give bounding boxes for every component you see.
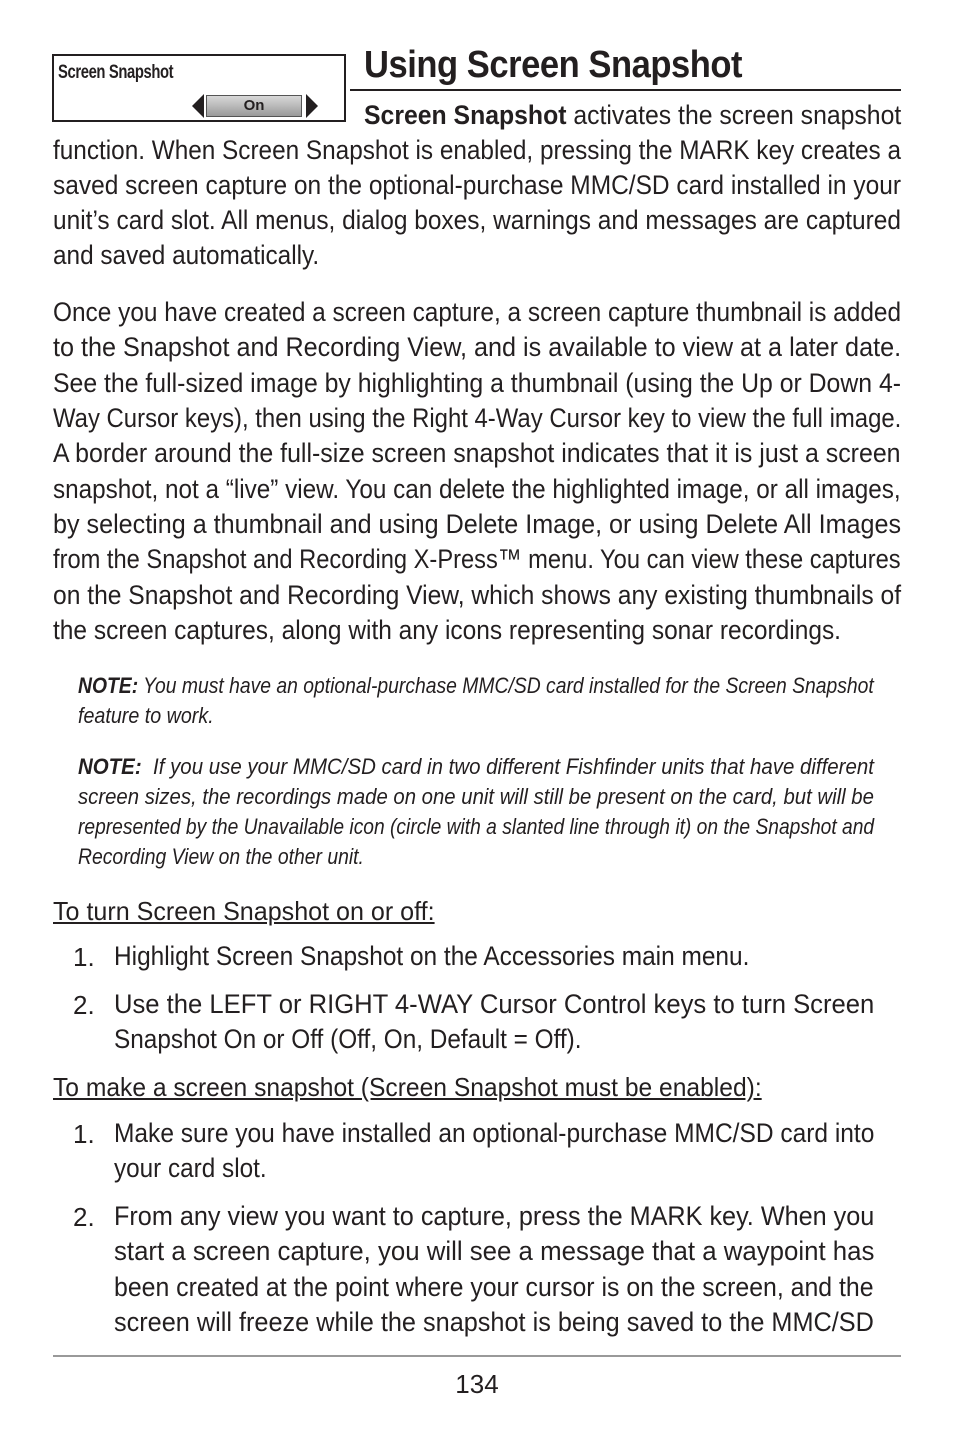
- intro-line: function. When Screen Snapshot is enabled, pressing the MARK key creates a: [53, 135, 902, 165]
- body-line: to the Snapshot and Recording View, and is available to view at a later date.: [53, 332, 902, 362]
- step-number: 1.: [73, 942, 95, 972]
- page-title: Using Screen Snapshot: [364, 44, 743, 86]
- step-text: From any view you want to capture, press the MARK key. When you: [114, 1201, 875, 1231]
- body-line: on the Snapshot and Recording View, which shows any existing thumbnails of: [53, 580, 902, 610]
- step-number: 2.: [73, 1202, 95, 1232]
- step-text: been created at the point where your cursor is on the screen, and the: [114, 1272, 874, 1302]
- note-line: [78, 753, 874, 781]
- step-number: 2.: [73, 990, 95, 1020]
- body-line: the screen captures, along with any icons representing sonar recordings.: [53, 615, 841, 645]
- page-number: 134: [455, 1369, 499, 1399]
- step-number: 1.: [73, 1119, 95, 1149]
- intro-bold-lead: Screen Snapshot: [364, 100, 567, 130]
- intro-line: saved screen capture on the optional-purchase MMC/SD card installed in your: [53, 170, 901, 200]
- note-line: [78, 672, 874, 700]
- body-line: See the full-sized image by highlighting a thumbnail (using the Up or Down 4-: [53, 368, 902, 398]
- body-line: Once you have created a screen capture, a screen capture thumbnail is added: [53, 297, 902, 327]
- intro-first-line: [364, 98, 901, 133]
- step-text: start a screen capture, you will see a message that a waypoint has: [114, 1236, 875, 1266]
- body-line: A border around the full-size screen snapshot indicates that it is just a screen: [53, 438, 901, 468]
- note-text: You must have an optional-purchase MMC/SD card installed for the Screen Snapshot: [143, 673, 874, 698]
- section-heading: To make a screen snapshot (Screen Snapshot must be enabled):: [53, 1072, 762, 1102]
- note-line: Recording View on the other unit.: [78, 844, 364, 869]
- body-line: snapshot, not a “live” view. You can delete the highlighted image, or all images,: [53, 474, 901, 504]
- step-text: screen will freeze while the snapshot is being saved to the MMC/SD: [114, 1307, 874, 1337]
- step-text: Snapshot On or Off (Off, On, Default = Off).: [114, 1024, 582, 1054]
- intro-line: activates the screen snapshot: [573, 100, 902, 130]
- intro-line: unit’s card slot. All menus, dialog boxes, warnings and messages are captured: [53, 205, 902, 235]
- note-line: feature to work.: [78, 703, 214, 728]
- title-divider: [350, 89, 901, 91]
- body-line: Way Cursor keys), then using the Right 4-Way Cursor key to view the full image.: [53, 403, 902, 433]
- footer-divider: [53, 1355, 901, 1357]
- step-text: your card slot.: [114, 1153, 267, 1183]
- note-label: NOTE:: [78, 673, 139, 698]
- section-heading: To turn Screen Snapshot on or off:: [53, 896, 435, 926]
- note-text: If you use your MMC/SD card in two different Fishfinder units that have different: [153, 754, 874, 779]
- intro-line: and saved automatically.: [53, 240, 320, 270]
- menu-widget-value: On: [206, 95, 302, 117]
- step-text: Use the LEFT or RIGHT 4-WAY Cursor Control keys to turn Screen: [114, 989, 875, 1019]
- menu-widget-label: Screen Snapshot: [58, 62, 174, 83]
- step-text: Make sure you have installed an optional-purchase MMC/SD card into: [114, 1118, 875, 1148]
- body-line: from the Snapshot and Recording X-Press™ menu. You can view these captures: [53, 544, 901, 574]
- note-label: NOTE:: [78, 754, 142, 779]
- note-line: screen sizes, the recordings made on one unit will still be present on the card, but will be: [78, 784, 874, 809]
- step-text: Highlight Screen Snapshot on the Accessories main menu.: [114, 941, 750, 971]
- screen-snapshot-menu-widget: [52, 54, 346, 122]
- right-arrow-icon: [306, 94, 318, 118]
- body-line: by selecting a thumbnail and using Delete Image, or using Delete All Images: [53, 509, 902, 539]
- note-line: represented by the Unavailable icon (circle with a slanted line through it) on the Snapshot and: [78, 814, 875, 839]
- left-arrow-icon: [192, 94, 204, 118]
